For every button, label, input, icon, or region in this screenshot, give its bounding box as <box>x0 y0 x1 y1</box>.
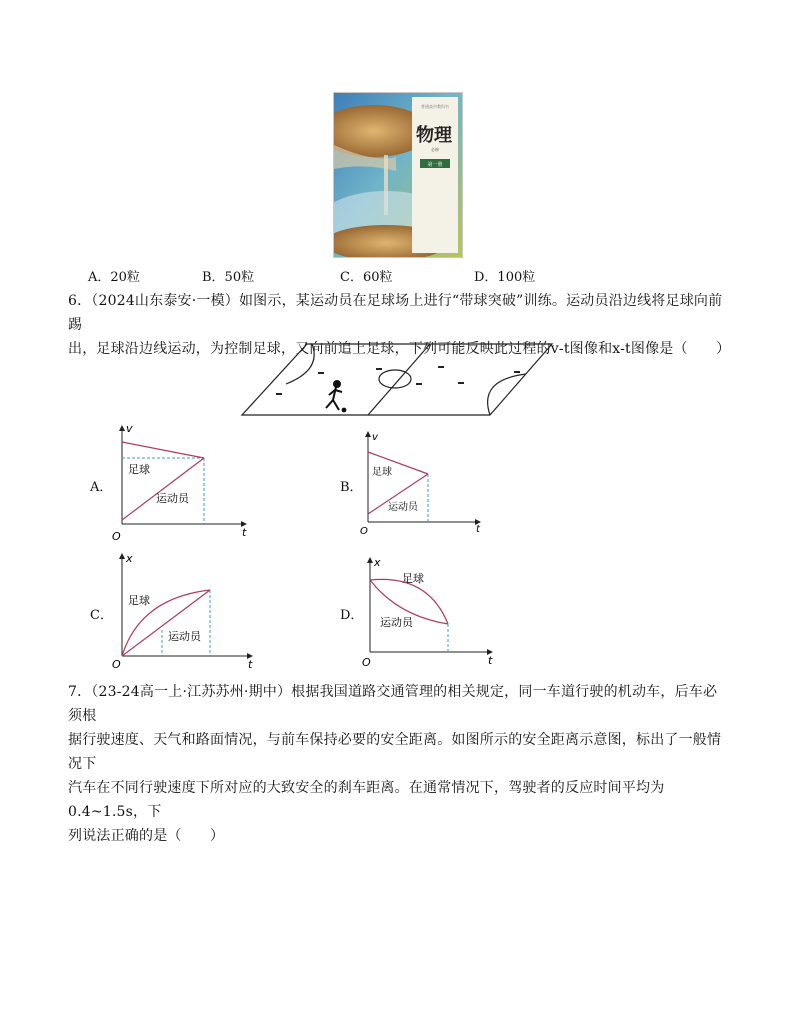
graph-a-ball-line <box>122 442 204 458</box>
graph-c <box>110 548 258 670</box>
graph-b <box>358 428 486 536</box>
graph-a-player-label: 运动员 <box>156 492 189 505</box>
player-with-ball-icon <box>326 381 346 412</box>
graph-b-origin: O <box>360 526 368 536</box>
cover-series-label: 普通高中教科书 <box>421 104 449 109</box>
graph-d-label: D． <box>340 608 364 623</box>
graph-a-origin: O <box>112 530 121 542</box>
question-7-line-1: 7．（23-24高一上·江苏苏州·期中）根据我国道路交通管理的相关规定，同一车道行驶的机动车，后车必须根 <box>68 684 718 724</box>
graph-b-axis-y: v <box>372 432 378 443</box>
graph-b-player-label: 运动员 <box>388 502 418 513</box>
left-penalty-arc <box>286 344 314 384</box>
hourglass-illustration <box>334 93 462 257</box>
center-circle <box>379 370 411 388</box>
halfway-line <box>368 344 430 415</box>
graph-d <box>358 552 498 668</box>
graph-a-axis-y: v <box>126 422 133 435</box>
question-7 <box>68 680 728 848</box>
question-6-line-1: 6．（2024山东泰安·一模）如图示，某运动员在足球场上进行“带球突破”训练。运动员沿边线将足球向前踢 <box>68 293 723 333</box>
graph-c-label: C． <box>90 608 113 623</box>
q5-option-c: C．60粒 <box>340 270 393 285</box>
graph-d-ball-label: 足球 <box>402 572 424 585</box>
question-6-line-2: 出，足球沿边线运动，为控制足球，又向前追上足球，下列可能反映此过程的v-t图像和x-t图像是（ ） <box>68 341 731 357</box>
cover-volume: 第一册 <box>427 162 443 168</box>
graph-d-origin: O <box>362 656 371 668</box>
graph-b-ball-label: 足球 <box>372 467 392 478</box>
graph-c-player-label: 运动员 <box>168 630 201 643</box>
question-7-line-3: 汽车在不同行驶速度下所对应的大致安全的刹车距离。在通常情况下，驾驶者的反应时间平均为0.4~1.5s，下 <box>68 780 665 820</box>
graph-c-axis-x: t <box>248 658 253 670</box>
cover-title: 物理 <box>416 125 452 146</box>
q5-option-b: B．50粒 <box>202 270 255 285</box>
graph-a-ball-label: 足球 <box>128 463 150 476</box>
graph-b-axis-x: t <box>476 524 480 535</box>
question-7-line-2: 据行驶速度、天气和路面情况，与前车保持必要的安全距离。如图所示的安全距离示意图，标出了一般情况下 <box>68 732 722 772</box>
cover-subtitle: 必修 <box>431 147 439 152</box>
q5-option-d: D．100粒 <box>474 270 536 285</box>
graph-d-player-label: 运动员 <box>380 616 413 629</box>
graph-c-ball-label: 足球 <box>128 594 150 607</box>
graph-b-label: B． <box>340 480 363 495</box>
q5-option-a: A．20粒 <box>88 270 140 285</box>
graph-d-axis-x: t <box>488 654 493 667</box>
graph-a <box>110 420 252 542</box>
football-field-diagram <box>240 342 554 422</box>
graph-d-axis-y: x <box>374 556 381 569</box>
graph-a-label: A． <box>90 480 113 495</box>
graph-c-axis-y: x <box>126 552 133 565</box>
question-7-line-4: 列说法正确的是（ ） <box>68 828 225 844</box>
textbook-cover-image <box>333 92 463 258</box>
graph-a-axis-x: t <box>242 526 247 539</box>
graph-c-origin: O <box>112 658 121 670</box>
